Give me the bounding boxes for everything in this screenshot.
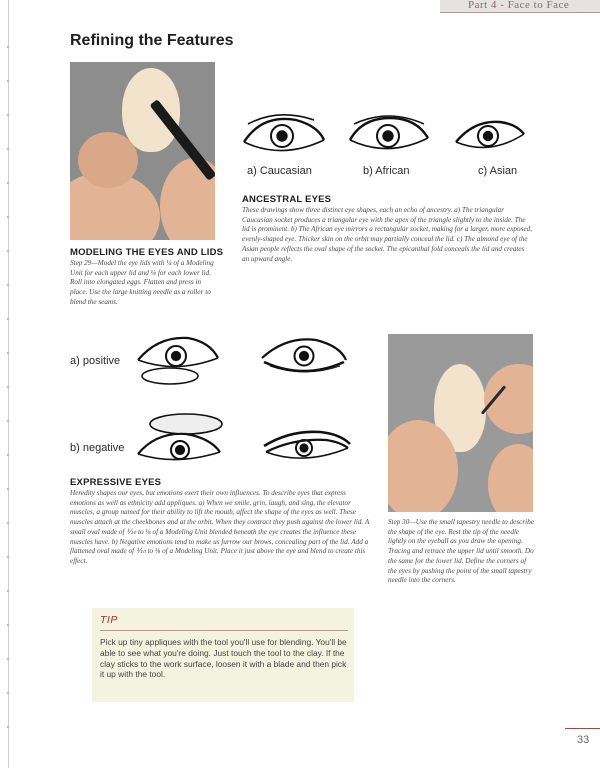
ancestral-eyes-heading: ANCESTRAL EYES — [242, 194, 332, 205]
modeling-heading: MODELING THE EYES AND LIDS — [70, 247, 224, 258]
expressive-eyes-body: Heredity shapes our eyes, but emotions exert their own influences. To describe eyes that express emotions as well as ethnicity add appliques. a) When we smile, grin, laugh, and sing, the elevator muscles, a group named for their ability to lift the mouth, affect the shape of the eyes as well. These muscles attach at the cheekbones and at the orbit. When they contract they push against the lower lid. A small oval made of ⅒ to ⅛ of a Modeling Unit blended beneath the eye creates the influence these muscles have. b) Negative emotions tend to make us furrow our brows, concealing part of the lid. Add a flattened oval made of ⅒ to ⅛ of a Modeling Unit. Place it just above the eye and blend to create this effect. — [70, 489, 370, 565]
photo-modeling-eyelids — [70, 62, 215, 240]
photo-tracing-eye — [388, 334, 533, 512]
binding-holes — [5, 30, 11, 730]
tip-divider — [100, 630, 348, 631]
label-positive: a) positive — [70, 355, 121, 367]
expressive-eyes-heading: EXPRESSIVE EYES — [70, 477, 162, 488]
section-header: Part 4 - Face to Face — [468, 0, 570, 11]
step30-body: Step 30—Use the small tapestry needle to describe the shape of the eye. Rest the tip of the needle lightly on the eyeball as you draw the opening. Tracing and retrace the upper lid until smooth. Do the same for the lower lid. Define the corners of the eyes by pushing the point of the small tapestry needle into the corners. — [388, 518, 534, 585]
page-title: Refining the Features — [70, 32, 234, 49]
tip-body: Pick up tiny appliques with the tool you'll use for blending. You'll be able to see what you're doing. Just touch the tool to the clay. If the clay sticks to the work surface, loosen it with a blade and then pick it up with the tool. — [100, 637, 347, 680]
expressive-eye-drawings — [130, 332, 370, 472]
african-eye-drawing — [350, 116, 428, 149]
caption-caucasian: a) Caucasian — [247, 165, 312, 177]
positive-eye-result — [262, 339, 346, 372]
caption-african: b) African — [363, 165, 410, 177]
negative-eye-with-applique — [138, 414, 222, 460]
ancestral-eye-drawings — [236, 110, 526, 160]
negative-eye-result — [264, 432, 350, 458]
label-negative: b) negative — [70, 442, 125, 454]
tip-heading: TIP — [100, 614, 118, 626]
footer-rule — [565, 728, 600, 729]
modeling-body: Step 29—Model the eye lids with ¼ of a Modeling Unit for each upper lid and ⅛ for each lower lid. Roll into elongated eggs. Flatten and press in place. Use the large knitting needle as a roller to blend the seams. — [70, 259, 214, 306]
caucasian-eye-drawing — [244, 115, 324, 151]
ancestral-eyes-body: These drawings show three distinct eye shapes, each an echo of ancestry. a) The triangular Caucasian socket produces a triangular eye with the apex of the triangle slightly to the inside. The lid is prominent. b) The African eye mirrors a rectangular socket, making for a larger, more exposed, evenly-shaped eye. Thicker skin on the orbit may partially conceal the lid. c) The almond eye of the Asian people reflects the oval shape of the socket. The epicanthal fold conceals the lid and creates an upward angle. — [242, 206, 532, 263]
positive-eye-with-applique — [138, 338, 218, 384]
caption-asian: c) Asian — [478, 165, 518, 177]
asian-eye-drawing — [456, 122, 524, 148]
page-number: 33 — [577, 734, 590, 746]
